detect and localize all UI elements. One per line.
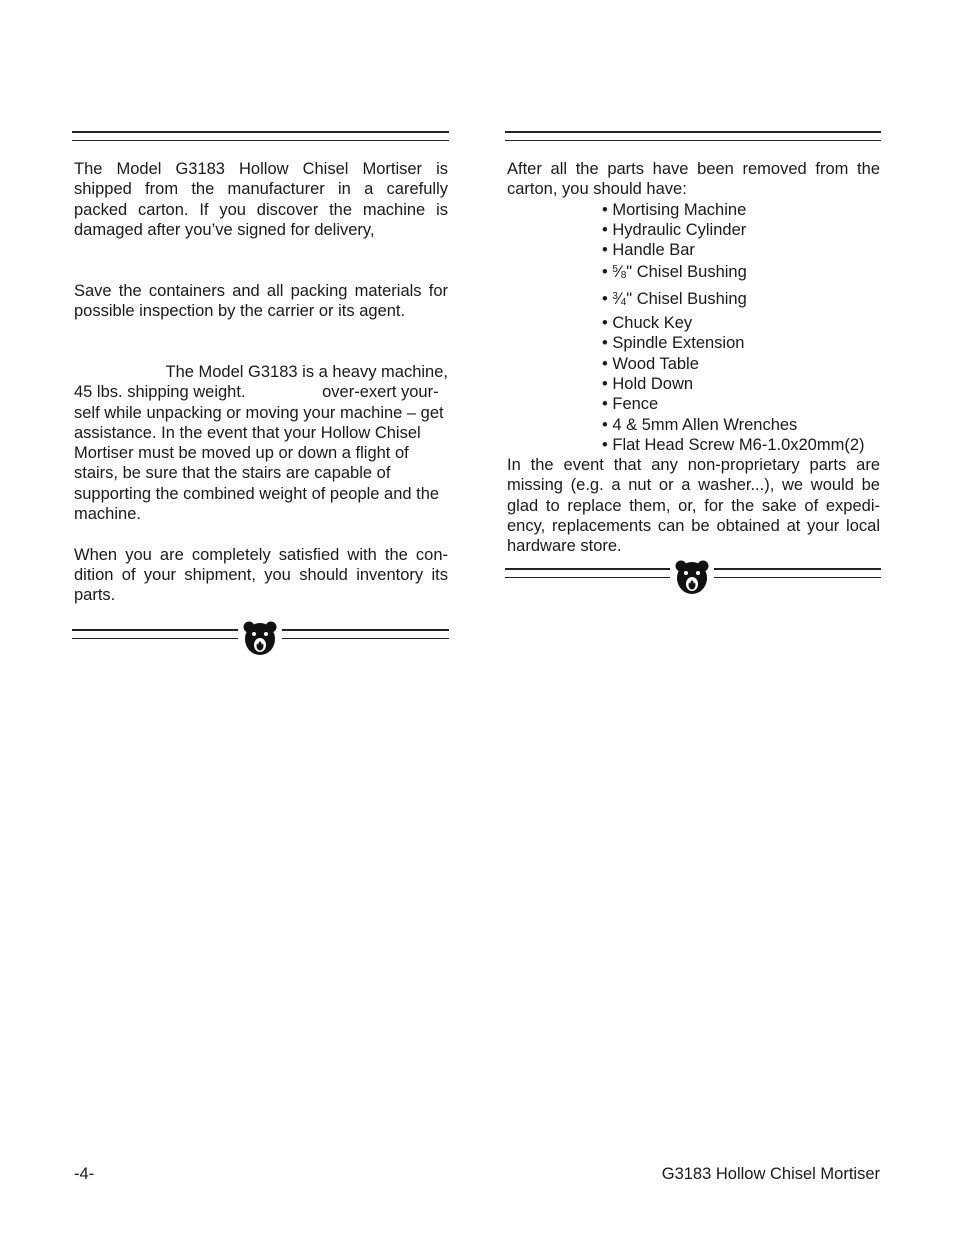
missing-parts-paragraph: In the event that any non-proprietary parts are missing (e.g. a nut or a washer...), we would be glad to replace them, or, for the sake of expedi-ency, replacements can be obtained at your local hardware store. (507, 456, 880, 556)
document-title: G3183 Hollow Chisel Mortiser (661, 1165, 880, 1183)
inventory-intro: After all the parts have been removed from the carton, you should have: (507, 160, 880, 199)
right-end-divider (505, 559, 881, 599)
left-section-header-rule (72, 131, 449, 141)
right-section-header-rule (505, 131, 881, 141)
list-item: • Spindle Extension (602, 334, 745, 353)
list-item: • $^3$⁄4" Chisel Bushing (602, 289, 747, 308)
heavy-machine-line-1: The Model G3183 is a heavy machine, (165, 362, 448, 381)
bear-logo-icon (674, 559, 710, 602)
save-containers-paragraph: Save the containers and all packing materials for possible inspection by the carrier or its agent. (74, 281, 448, 321)
inventory-paragraph: When you are completely satisfied with the con-dition of your shipment, you should inventory its parts. (74, 545, 448, 605)
right-column (507, 159, 880, 557)
page-number: -4- (74, 1165, 95, 1183)
bear-logo-icon (242, 620, 278, 663)
unpacking-paragraph: The Model G3183 Hollow Chisel Mortiser is shipped from the manufacturer in a carefully packed carton. If you discover the machine is damaged after you’ve signed for delivery, (74, 160, 448, 239)
list-item: • Handle Bar (602, 241, 695, 260)
list-item: • Chuck Key (602, 314, 693, 333)
list-item: • Mortising Machine (602, 200, 747, 219)
parts-list (507, 200, 880, 456)
list-item: • Flat Head Screw M6-1.0x20mm(2) (602, 435, 865, 454)
heavy-machine-rest: over-exert your-self while unpacking or moving your machine – get assistance. In the event that your Hollow Chisel Mortiser must be moved up or down a flight of stairs, be sure that the stairs are capable of supporting the combined weight of people and the machine. (74, 383, 444, 524)
list-item: • Fence (602, 395, 659, 414)
list-item: • Hydraulic Cylinder (602, 220, 747, 239)
heavy-machine-paragraph (74, 362, 448, 524)
left-end-divider (72, 620, 449, 660)
left-column (74, 159, 448, 606)
list-item: • Wood Table (602, 354, 699, 373)
list-item: • Hold Down (602, 374, 694, 393)
heavy-machine-weight: 45 lbs. shipping weight. (74, 383, 246, 402)
list-item: • 4 & 5mm Allen Wrenches (602, 415, 798, 434)
list-item: • $^5$⁄8" Chisel Bushing (602, 263, 747, 282)
